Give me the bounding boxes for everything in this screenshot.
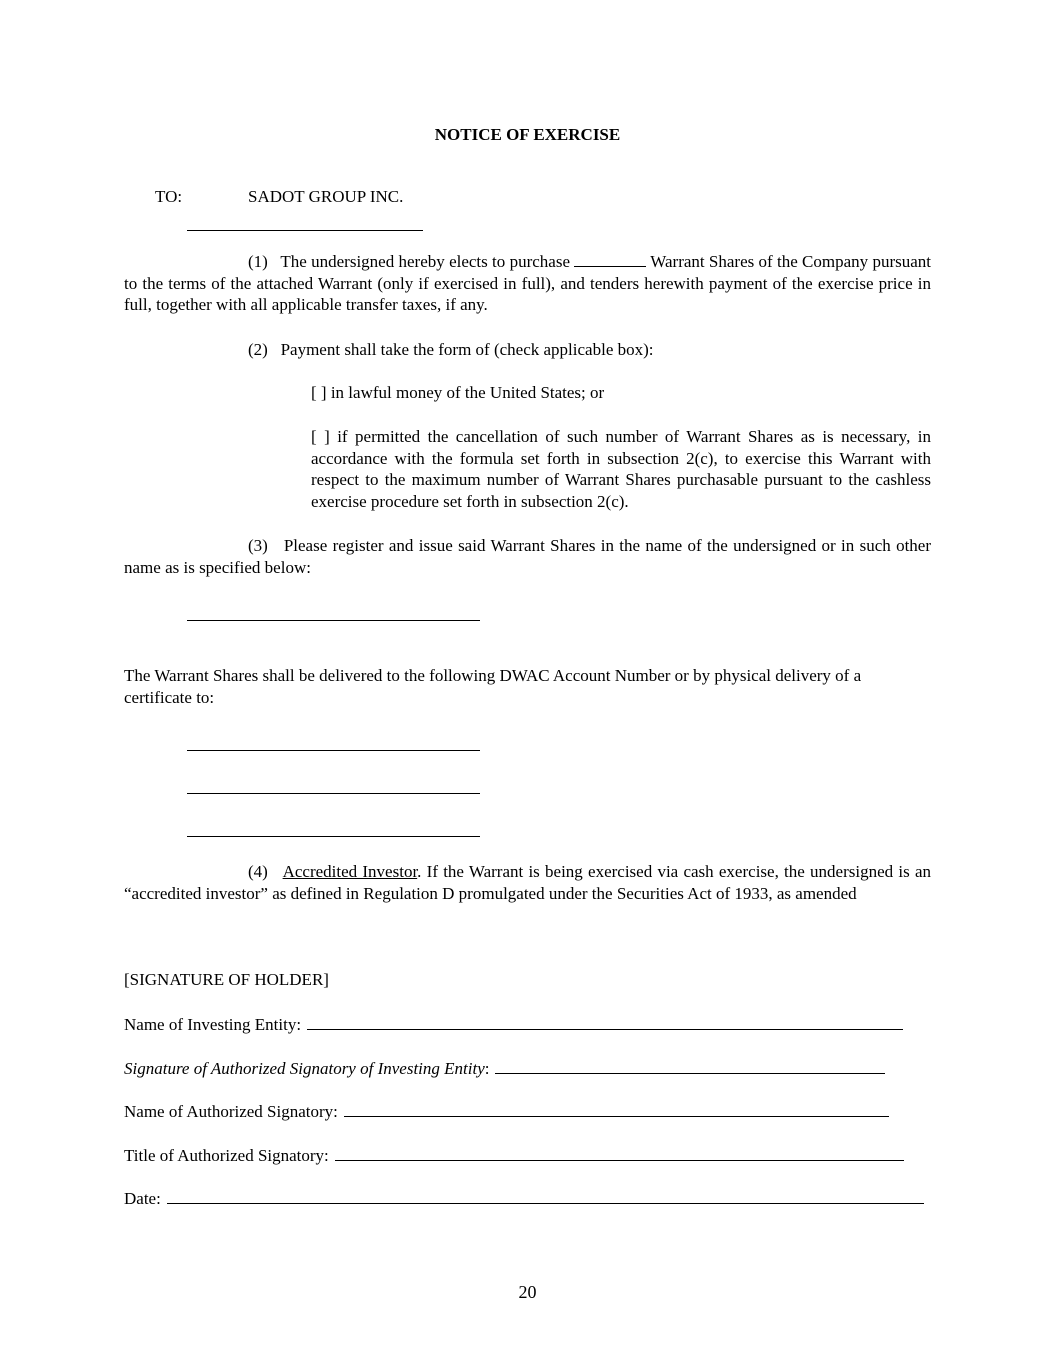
- signatory-signature-label: Signature of Authorized Signatory of Investing Entity: [124, 1059, 485, 1078]
- item-3-number: (3): [248, 536, 268, 555]
- item-2-paragraph: [248, 339, 654, 361]
- date-field[interactable]: [167, 1187, 924, 1204]
- signatory-title-row: [124, 1144, 904, 1167]
- item-4-number: (4): [248, 862, 268, 881]
- item-4-paragraph: [124, 861, 931, 904]
- document-title: NOTICE OF EXERCISE: [434, 125, 621, 144]
- item-4-text: . If the Warrant is being exercised via cash exercise, the undersigned is an “accredited investor” as defined in Regulation D promulgated under the Securities Act of 1933, as amended: [124, 862, 932, 903]
- delivery-line-3[interactable]: [187, 836, 480, 837]
- delivery-line-1[interactable]: [187, 750, 480, 751]
- signatory-signature-field[interactable]: [495, 1057, 885, 1074]
- investing-entity-field[interactable]: [307, 1013, 903, 1030]
- signatory-signature-colon: :: [484, 1059, 490, 1078]
- signatory-signature-row: [124, 1057, 885, 1080]
- item-1-text-before: The undersigned hereby elects to purchase: [280, 252, 570, 271]
- delivery-line-2[interactable]: [187, 793, 480, 794]
- payment-option-cashless[interactable]: [ ] if permitted the cancellation of such number of Warrant Shares as is necessary, in accordance with the formula set forth in subsection 2(c), to exercise this Warrant with respect to the maximum number of Warrant Shares purchasable pursuant to the cashless exercise procedure set forth in subsection 2(c).: [311, 427, 931, 511]
- date-label: Date:: [124, 1189, 161, 1208]
- registration-name-line[interactable]: [187, 620, 480, 621]
- item-1-number: (1): [248, 252, 268, 271]
- investing-entity-label: Name of Investing Entity:: [124, 1015, 302, 1034]
- signatory-name-label: Name of Authorized Signatory:: [124, 1102, 338, 1121]
- to-underline: [187, 230, 423, 231]
- item-3-text: Please register and issue said Warrant Shares in the name of the undersigned or in such other name as is specified below:: [124, 536, 931, 577]
- item-3-paragraph: [124, 535, 931, 578]
- signatory-name-row: [124, 1100, 889, 1123]
- accredited-investor-heading: Accredited Investor: [282, 862, 418, 881]
- signatory-title-field[interactable]: [335, 1144, 904, 1161]
- to-recipient: SADOT GROUP INC.: [248, 187, 404, 206]
- investing-entity-row: [124, 1013, 903, 1036]
- signatory-name-field[interactable]: [344, 1100, 889, 1117]
- item-2-number: (2): [248, 340, 268, 359]
- signature-heading: [SIGNATURE OF HOLDER]: [124, 970, 329, 989]
- item-1-paragraph: [124, 251, 931, 316]
- payment-option-cash[interactable]: [ ] in lawful money of the United States; or: [311, 383, 605, 402]
- page-number: 20: [518, 1282, 537, 1302]
- date-row: [124, 1187, 924, 1210]
- signatory-title-label: Title of Authorized Signatory:: [124, 1146, 329, 1165]
- share-count-blank[interactable]: [574, 251, 646, 267]
- item-1-text-after: Warrant Shares of the Company pursuant to the terms of the attached Warrant (only if exercised in full), and tenders herewith payment of the exercise price in full, together with all applicable transfer taxes, if any.: [124, 252, 931, 314]
- item-2-text: Payment shall take the form of (check applicable box):: [280, 340, 654, 359]
- to-label: TO:: [155, 187, 183, 206]
- delivery-paragraph: The Warrant Shares shall be delivered to the following DWAC Account Number or by physical delivery of a certificate to:: [124, 666, 862, 707]
